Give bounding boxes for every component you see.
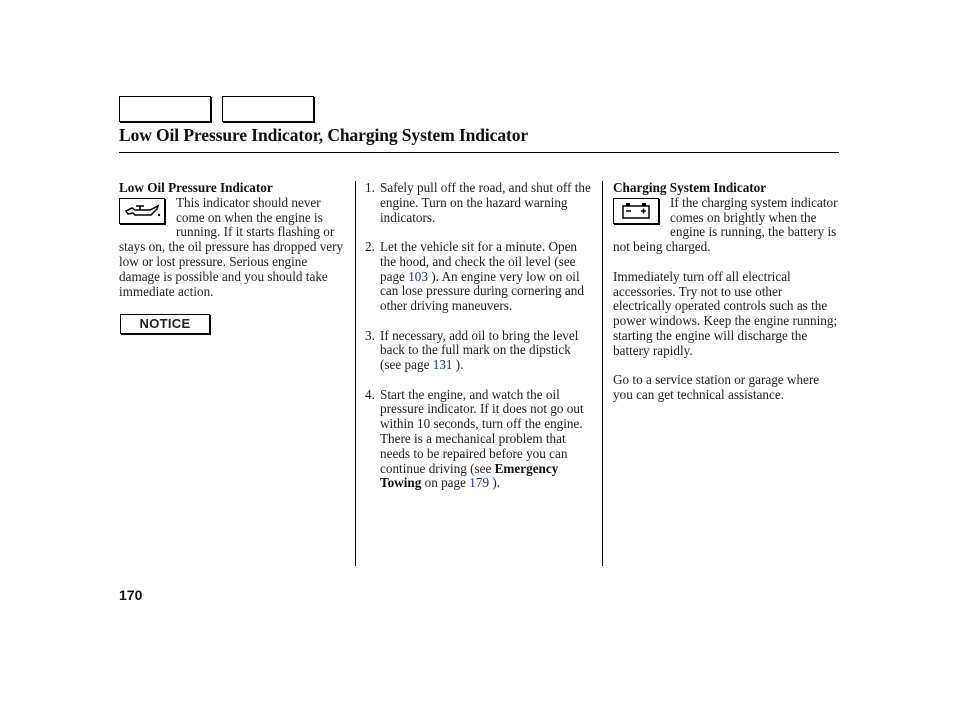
notice-label: NOTICE [120,314,210,334]
list-item [365,181,595,225]
nav-button-contents[interactable] [119,96,211,122]
page-link-179[interactable]: 179 [469,475,490,491]
column-divider [355,181,356,566]
step-text-part: If necessary, add oil to bring the level back to the full mark on the dipstick (see page [380,327,579,373]
step-number: 3. [365,327,375,343]
charging-body: If the charging system indicator comes on brightly when the engine is running, the battery is not being charged. [613,194,838,255]
charging-heading: Charging System Indicator [613,180,767,195]
column-divider [602,181,603,566]
list-item [365,388,595,492]
battery-icon [613,198,659,224]
step-text-part: Let the vehicle sit for a minute. Open the hood, and check the oil level (see page [380,238,578,284]
step-text: Safely pull off the road, and shut off the engine. Turn on the hazard warning indicators. [380,180,591,225]
oil-heading: Low Oil Pressure Indicator [119,180,273,195]
steps-list [365,181,595,506]
step-number: 1. [365,180,375,195]
page-link-103[interactable]: 103 [408,268,428,284]
oil-can-icon [119,198,165,224]
step-text [380,388,595,492]
step-number: 4. [365,386,375,402]
step-text-part: Start the engine, and watch the oil pressure indicator. If it does not go out within 10 seconds, turn off the engine. There is a mechanical problem that needs to be repaired before you can continue driving (see [380,386,584,476]
oil-body: This indicator should never come on when the engine is running. If it starts flashing or stays on, the oil pressure has dropped very low or lost pressure. Serious engine damage is possible and you should take immediate action. [119,194,344,299]
charging-para: Immediately turn off all electrical accessories. Try not to use other electrically operated controls such as the power windows. Keep the engine running; starting the engine will discharge the battery rapidly. [613,268,838,358]
nav-button-index[interactable] [222,96,314,122]
step-text [380,329,595,373]
step-text-part: ). [489,475,501,491]
step-text-part: ). An engine very low on oil can lose pressure during cornering and other driving maneuvers. [380,268,584,314]
page-number: 170 [119,587,143,603]
emergency-towing-ref: Emergency Towing [380,460,559,491]
step-text-part: ). [452,357,464,373]
step-text-part: on page [421,475,470,491]
list-item [365,240,595,314]
page-link-131[interactable]: 131 [432,357,453,373]
page-title: Low Oil Pressure Indicator, Charging System Indicator [119,125,529,145]
step-number: 2. [365,238,375,254]
right-column [613,181,841,418]
left-column [119,181,347,299]
charging-para: Go to a service station or garage where you can get technical assistance. [613,372,820,403]
title-rule [119,152,839,153]
step-text [380,240,595,314]
list-item [365,329,595,373]
